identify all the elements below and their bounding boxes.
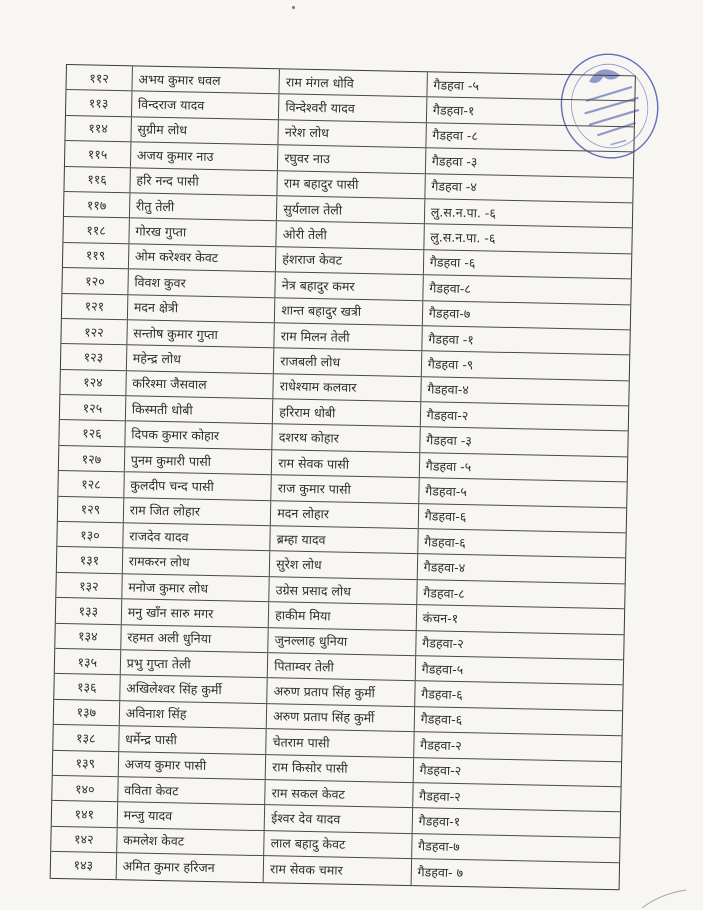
address-cell: गैडहवा-२ xyxy=(418,787,461,804)
name-cell: वविता केवट xyxy=(118,777,266,804)
address-cell: गैडहवा-२ xyxy=(426,407,469,423)
address-cell: गैडहवा -९ xyxy=(427,356,474,373)
father-name-cell: सुरेश लोध xyxy=(270,552,418,579)
name-cell: मनोज कुमार लोध xyxy=(122,574,270,601)
serial-number-cell: ११३ xyxy=(66,90,132,116)
address-cell: गैडहवा -३ xyxy=(431,153,478,170)
serial-number-cell: १३४ xyxy=(55,624,121,650)
serial-number-cell: १२१ xyxy=(62,293,128,319)
father-name-cell: ईश्वर देव यादव xyxy=(265,805,413,832)
serial-number-cell: ११४ xyxy=(65,116,131,142)
father-name-cell: चेतराम पासी xyxy=(266,729,414,756)
father-name-cell: लाल बहादु केवट xyxy=(264,831,412,858)
address-cell: गैडहवा -५ xyxy=(433,77,480,93)
name-cell: रामकरन लोध xyxy=(123,549,271,576)
name-cell: अभय कुमार धवल xyxy=(132,66,280,93)
father-name-cell: राम मंगल धोवि xyxy=(280,69,428,96)
father-name-cell: हाकीम मिया xyxy=(269,602,417,629)
father-name-cell: हंशराज केवट xyxy=(276,247,424,274)
father-name-cell: राम मिलन तेली xyxy=(275,323,423,350)
address-cell: गैडहवा-७ xyxy=(428,305,471,322)
father-name-cell: दशरथ कोहार xyxy=(273,425,421,452)
father-name-cell: अरुण प्रताप सिंह कुर्मी xyxy=(267,704,415,731)
address-cell: गैडहवा -५ xyxy=(425,457,472,474)
address-cell: लु.स.न.पा. -६ xyxy=(430,203,497,221)
serial-number-cell: ११६ xyxy=(64,167,130,193)
name-cell: सुग्रीम लोध xyxy=(131,117,279,144)
serial-number-cell: १४२ xyxy=(51,827,117,853)
address-cell: गैडहवा -६ xyxy=(429,254,476,271)
father-name-cell: मदन लोहार xyxy=(271,501,419,528)
serial-number-cell: १३८ xyxy=(53,725,119,751)
address-cell: गैडहवा-६ xyxy=(420,711,463,728)
father-name-cell: शान्त बहादुर खत्री xyxy=(275,298,423,325)
name-list-table xyxy=(50,64,636,890)
name-cell: राजदेव यादव xyxy=(123,523,271,550)
name-cell: विन्दराज यादव xyxy=(132,92,280,119)
father-name-cell: ब्रम्हा यादव xyxy=(271,526,419,553)
father-name-cell: हरिराम धोबी xyxy=(273,399,421,426)
serial-number-cell: ११९ xyxy=(63,243,129,269)
serial-number-cell: १२४ xyxy=(60,370,126,396)
serial-number-cell: १३७ xyxy=(54,700,120,726)
serial-number-cell: ११७ xyxy=(64,192,130,218)
address-cell: गैडहवा-२ xyxy=(419,762,462,779)
serial-number-cell: १३६ xyxy=(54,674,120,700)
address-cell: गैडहवा-६ xyxy=(424,508,467,525)
name-cell: मनु खाँन सारु मगर xyxy=(122,599,270,626)
name-cell: पुनम कुमारी पासी xyxy=(125,447,273,474)
name-cell: अजय कुमार नाउ xyxy=(131,142,279,169)
name-cell: कमलेश केवट xyxy=(117,828,265,855)
name-cell: दिपक कुमार कोहार xyxy=(125,422,273,449)
serial-number-cell: १२२ xyxy=(61,319,127,345)
father-name-cell: सुर्यलाल तेली xyxy=(277,196,425,223)
address-cell: गैडहवा-६ xyxy=(424,534,466,550)
name-cell: ओम करेश्वर केवट xyxy=(129,244,277,271)
serial-number-cell: १४३ xyxy=(51,852,117,879)
serial-number-cell: १३२ xyxy=(56,573,122,599)
address-cell: गैडहवा-५ xyxy=(425,483,467,500)
serial-number-cell: १२६ xyxy=(59,420,125,446)
father-name-cell: नेत्र बहादुर कमर xyxy=(276,272,424,299)
serial-number-cell: १२९ xyxy=(58,497,124,523)
serial-number-cell: १४० xyxy=(52,776,118,802)
father-name-cell: उग्रेस प्रसाद लोध xyxy=(270,577,418,604)
name-cell: प्रभु गुप्ता तेली xyxy=(121,650,269,677)
name-cell: कुलदीप चन्द पासी xyxy=(124,473,272,500)
name-cell: करिश्मा जैसवाल xyxy=(126,371,274,398)
name-cell: अविनाश सिंह xyxy=(120,701,268,728)
name-cell: अखिलेश्वर सिंह कुर्मी xyxy=(120,676,268,703)
address-cell: गैडहवा-२ xyxy=(422,635,464,652)
serial-number-cell: ११२ xyxy=(66,65,132,91)
father-name-cell: नरेश लोध xyxy=(279,120,427,147)
address-cell: गैडहवा-८ xyxy=(429,280,472,296)
father-name-cell: राजबली लोध xyxy=(274,349,422,376)
name-cell: किस्मती धोबी xyxy=(126,396,274,423)
father-name-cell: अरुण प्रताप सिंह कुर्मी xyxy=(267,679,415,706)
pen-mark xyxy=(640,888,690,910)
address-cell: गैडहवा- ७ xyxy=(417,864,464,881)
name-cell: धर्मेन्द्र पासी xyxy=(119,726,267,753)
scan-dot xyxy=(292,6,295,9)
name-cell: अजय कुमार पासी xyxy=(118,752,266,779)
father-name-cell: पिताम्वर तेली xyxy=(268,653,416,680)
serial-number-cell: ११८ xyxy=(63,217,129,243)
name-cell: गोरख गुप्ता xyxy=(129,219,277,246)
address-cell: लु.स.न.पा. -६ xyxy=(430,229,496,246)
serial-number-cell: १३५ xyxy=(55,649,121,675)
address-cell: गैडहवा-२ xyxy=(419,737,462,753)
father-name-cell: ओरी तेली xyxy=(277,222,425,249)
name-cell: अमित कुमार हरिजन xyxy=(116,853,264,881)
name-cell: राम जित लोहार xyxy=(124,498,272,525)
name-cell: मन्जु यादव xyxy=(117,803,265,830)
name-cell: सन्तोष कुमार गुप्ता xyxy=(127,320,275,347)
father-name-cell: राम बहादुर पासी xyxy=(278,171,426,198)
name-cell: रीतु तेली xyxy=(130,193,278,220)
father-name-cell: राधेश्याम कलवार xyxy=(274,374,422,401)
serial-number-cell: १२८ xyxy=(58,471,124,497)
serial-number-cell: १३१ xyxy=(57,547,123,573)
father-name-cell: राम सेवक चमार xyxy=(264,856,412,884)
address-cell: गैडहवा -४ xyxy=(431,178,478,195)
address-cell: गैडहवा-७ xyxy=(417,838,460,855)
address-cell: गैडहवा -८ xyxy=(432,127,479,144)
name-cell: रहमत अली धुनिया xyxy=(121,625,269,652)
father-name-cell: विन्देश्वरी यादव xyxy=(279,95,427,122)
name-cell: महेन्द्र लोध xyxy=(127,346,275,373)
address-cell: गैडहवा -३ xyxy=(426,432,472,449)
address-cell: गैडहवा-१ xyxy=(418,813,461,830)
father-name-cell: जुनल्लाह धुनिया xyxy=(268,628,416,655)
address-cell: कंचन-१ xyxy=(422,610,459,626)
father-name-cell: राम सकल केवट xyxy=(265,780,413,807)
father-name-cell: राम सेवक पासी xyxy=(272,450,420,477)
name-cell: विवश कुवर xyxy=(128,269,276,296)
address-cell: गैडहवा-५ xyxy=(421,660,464,677)
address-cell: गैडहवा-८ xyxy=(423,584,465,601)
serial-number-cell: १३३ xyxy=(56,598,122,624)
father-name-cell: रघुवर नाउ xyxy=(278,145,426,172)
serial-number-cell: १२७ xyxy=(59,446,125,472)
address-cell: गैडहवा-४ xyxy=(427,381,469,398)
serial-number-cell: १२५ xyxy=(60,395,126,421)
serial-number-cell: १२३ xyxy=(61,344,127,370)
serial-number-cell: १३९ xyxy=(53,750,119,776)
address-cell: गैडहवा-१ xyxy=(432,102,475,119)
serial-number-cell: ११५ xyxy=(65,141,131,167)
serial-number-cell: १२० xyxy=(62,268,128,294)
serial-number-cell: १४१ xyxy=(52,801,118,827)
father-name-cell: राम किसोर पासी xyxy=(266,755,414,782)
address-cell: गैडहवा -१ xyxy=(428,330,474,347)
name-cell: हरि नन्द पासी xyxy=(130,168,278,195)
address-cell: गैडहवा-६ xyxy=(421,686,463,703)
serial-number-cell: १३० xyxy=(57,522,123,548)
father-name-cell: राज कुमार पासी xyxy=(272,475,420,502)
name-cell: मदन क्षेत्री xyxy=(128,295,276,322)
address-cell: गैडहवा-४ xyxy=(423,559,466,576)
